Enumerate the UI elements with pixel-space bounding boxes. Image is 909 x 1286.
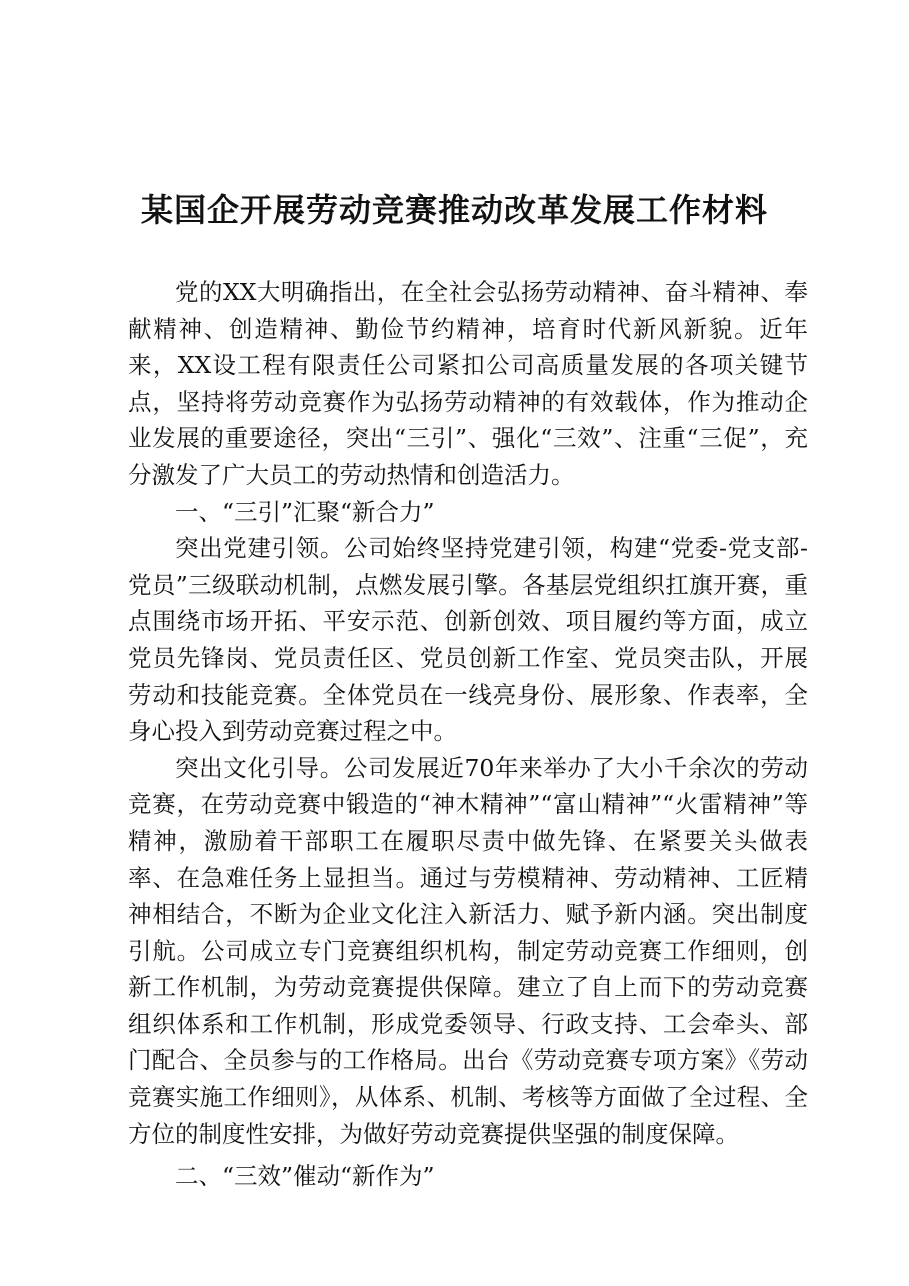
section-1-paragraph-2: 突出文化引导。公司发展近70年来举办了大小千余次的劳动竞赛，在劳动竞赛中锻造的“神木精神”“富山精神”“火雷精神”等精神，激励着干部职工在履职尽责中做先锋、在紧要关头做表率、在急难任务上显担当。通过与劳模精神、劳动精神、工匠精神相结合，不断为企业文化注入新活力、赋予新内涵。突出制度引航。公司成立专门竞赛组织机构，制定劳动竞赛工作细则，创新工作机制，为劳动竞赛提供保障。建立了自上而下的劳动竞赛组织体系和工作机制，形成党委领导、行政支持、工会牵头、部门配合、全员参与的工作格局。出台《劳动竞赛专项方案》《劳动竞赛实施工作细则》，从体系、机制、考核等方面做了全过程、全方位的制度性安排，为做好劳动竞赛提供坚强的制度保障。 bbox=[128, 753, 808, 1148]
document-title: 某国企开展劳动竞赛推动改革发展工作材料 bbox=[140, 191, 768, 229]
section-1-heading: 一、“三引”汇聚“新合力” bbox=[175, 497, 435, 526]
intro-paragraph: 党的XX大明确指出，在全社会弘扬劳动精神、奋斗精神、奉献精神、创造精神、勤俭节约精神，培育时代新风新貌。近年来，XX设工程有限责任公司紧扣公司高质量发展的各项关键节点，坚持将劳动竞赛作为弘扬劳动精神的有效载体，作为推动企业发展的重要途径，突出“三引”、强化“三效”、注重“三促”，充分激发了广大员工的劳动热情和创造活力。 bbox=[128, 278, 808, 489]
section-1-paragraph-1: 突出党建引领。公司始终坚持党建引领，构建“党委-党支部-党员”三级联动机制，点燃发展引擎。各基层党组织扛旗开赛，重点围绕市场开拓、平安示范、创新创效、项目履约等方面，成立党员先锋岗、党员责任区、党员创新工作室、党员突击队，开展劳动和技能竞赛。全体党员在一线亮身份、展形象、作表率，全身心投入到劳动竞赛过程之中。 bbox=[128, 534, 808, 746]
section-2-heading: 二、“三效”催动“新作为” bbox=[175, 1162, 435, 1191]
document-body bbox=[128, 274, 808, 1195]
